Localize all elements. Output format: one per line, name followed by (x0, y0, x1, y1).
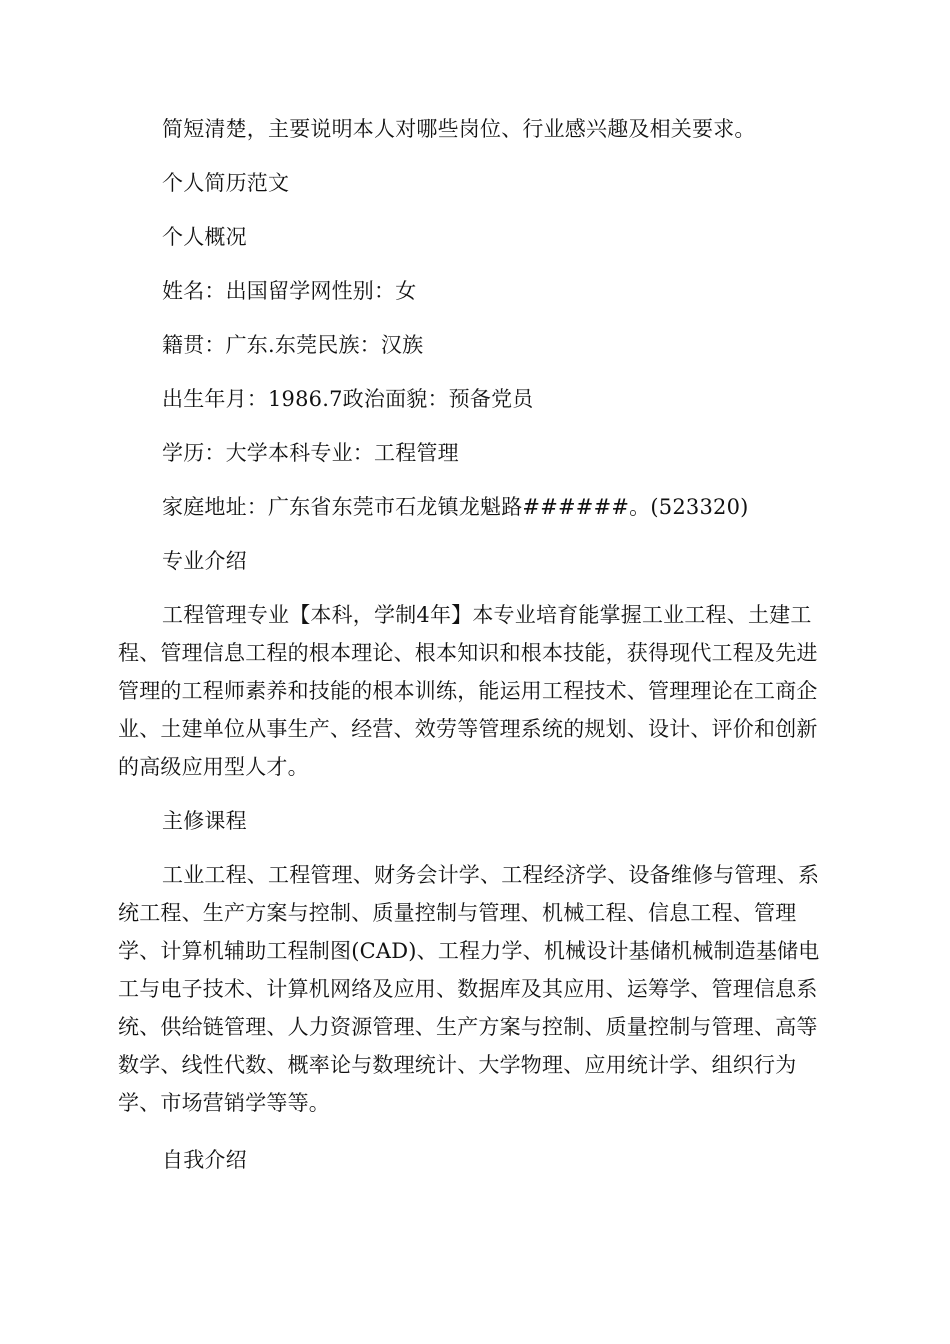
section-heading-self-intro: 自我介绍 (162, 1148, 247, 1172)
education-major-line: 学历：大学本科专业：工程管理 (162, 441, 459, 465)
birth-politics-line: 出生年月：1986.7政治面貌：预备党员 (162, 387, 534, 411)
major-intro-paragraph: 工程管理专业【本科，学制4年】本专业培育能掌握工业工程、土建工程、管理信息工程的根本理论、根本知识和根本技能，获得现代工程及先进管理的工程师素养和技能的根本训练，能运用工程技术、管理理论在工商企业、土建单位从事生产、经营、效劳等管理系统的规划、设计、评价和创新的高级应用型人才。 (118, 603, 818, 779)
name-gender-line: 姓名：出国留学网性别：女 (162, 279, 417, 303)
section-heading-major-intro: 专业介绍 (162, 549, 247, 573)
section-heading-main-courses: 主修课程 (162, 809, 247, 833)
home-address-line: 家庭地址：广东省东莞市石龙镇龙魁路######。(523320) (162, 495, 749, 519)
section-heading-personal-overview: 个人概况 (162, 225, 247, 249)
resume-title: 个人简历范文 (162, 171, 290, 195)
main-courses-paragraph: 工业工程、工程管理、财务会计学、工程经济学、设备维修与管理、系统工程、生产方案与控制、质量控制与管理、机械工程、信息工程、管理学、计算机辅助工程制图(CAD)、工程力学、机械设计基储机械制造基储电工与电子技术、计算机网络及应用、数据库及其应用、运筹学、管理信息系统、供给链管理、人力资源管理、生产方案与控制、质量控制与管理、高等数学、线性代数、概率论与数理统计、大学物理、应用统计学、组织行为学、市场营销学等等。 (118, 863, 820, 1115)
hometown-ethnicity-line: 籍贯：广东.东莞民族：汉族 (162, 333, 424, 357)
intro-paragraph: 简短清楚，主要说明本人对哪些岗位、行业感兴趣及相关要求。 (162, 117, 756, 141)
